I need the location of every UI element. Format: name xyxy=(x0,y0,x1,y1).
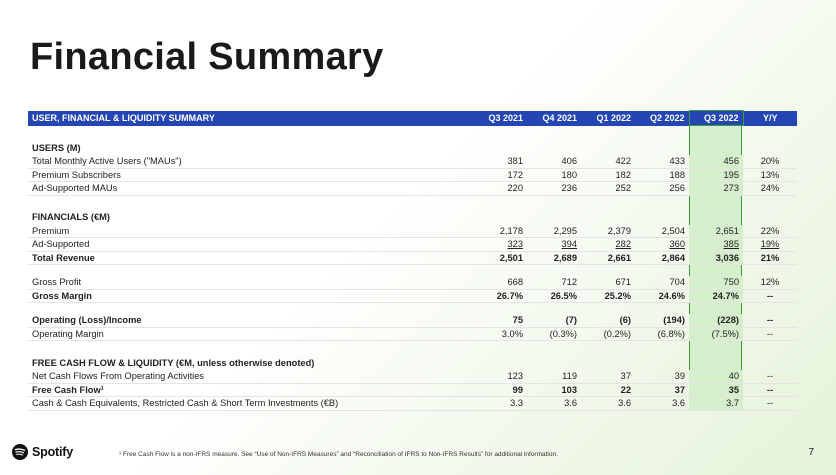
cell-highlight: (228) xyxy=(689,314,743,327)
footnote: ¹ Free Cash Flow is a non-IFRS measure. See “Use of Non-IFRS Measures” and “Reconciliation of IFRS to Non-IFRS Results” for additional information. xyxy=(119,451,558,458)
table-row xyxy=(28,314,797,327)
header-yy: Y/Y xyxy=(743,111,797,126)
row-label: Premium xyxy=(28,225,473,238)
row-label: Operating Margin xyxy=(28,327,473,341)
cell: 2,661 xyxy=(581,251,635,265)
header-q3-2021: Q3 2021 xyxy=(473,111,527,126)
cell: 671 xyxy=(581,276,635,289)
cell-yy: -- xyxy=(743,289,797,303)
cell: 3.3 xyxy=(473,397,527,411)
cell: 2,501 xyxy=(473,251,527,265)
cell: 256 xyxy=(635,182,689,196)
table-row xyxy=(28,327,797,341)
cell: 75 xyxy=(473,314,527,327)
row-label: Net Cash Flows From Operating Activities xyxy=(28,370,473,383)
financial-summary-table-wrapper xyxy=(28,110,796,411)
cell: 37 xyxy=(635,383,689,397)
table-row xyxy=(28,370,797,383)
cell: 2,295 xyxy=(527,225,581,238)
cell: 236 xyxy=(527,182,581,196)
row-label: Total Monthly Active Users ("MAUs") xyxy=(28,155,473,168)
cell-highlight: 273 xyxy=(689,182,743,196)
row-label: Operating (Loss)/Income xyxy=(28,314,473,327)
section-title-row xyxy=(28,352,797,370)
cell: 39 xyxy=(635,370,689,383)
row-label: Premium Subscribers xyxy=(28,168,473,182)
cell: (194) xyxy=(635,314,689,327)
cell: 2,689 xyxy=(527,251,581,265)
spotify-logo xyxy=(12,444,73,460)
table-row xyxy=(28,168,797,182)
cell: 433 xyxy=(635,155,689,168)
cell: 712 xyxy=(527,276,581,289)
cell-highlight: 385 xyxy=(689,238,743,252)
cell-yy: -- xyxy=(743,370,797,383)
cell-yy: -- xyxy=(743,383,797,397)
cell-yy: 22% xyxy=(743,225,797,238)
cell-highlight: (7.5%) xyxy=(689,327,743,341)
section-title-row xyxy=(28,137,797,155)
cell: 22 xyxy=(581,383,635,397)
cell: 103 xyxy=(527,383,581,397)
table-header-row xyxy=(28,111,797,126)
section-title-row xyxy=(28,207,797,225)
cell-yy: -- xyxy=(743,397,797,411)
cell: 25.2% xyxy=(581,289,635,303)
table-row xyxy=(28,238,797,252)
cell: 360 xyxy=(635,238,689,252)
cell: 172 xyxy=(473,168,527,182)
cell: 26.5% xyxy=(527,289,581,303)
row-label: Gross Profit xyxy=(28,276,473,289)
row-label: Free Cash Flow¹ xyxy=(28,383,473,397)
table-row xyxy=(28,276,797,289)
cell-highlight: 750 xyxy=(689,276,743,289)
cell: 282 xyxy=(581,238,635,252)
table-row xyxy=(28,397,797,411)
cell: 123 xyxy=(473,370,527,383)
row-label: Cash & Cash Equivalents, Restricted Cash & Short Term Investments (€B) xyxy=(28,397,473,411)
cell-highlight: 2,651 xyxy=(689,225,743,238)
cell: 704 xyxy=(635,276,689,289)
cell: 220 xyxy=(473,182,527,196)
header-q1-2022: Q1 2022 xyxy=(581,111,635,126)
cell: 3.0% xyxy=(473,327,527,341)
cell: 3.6 xyxy=(635,397,689,411)
cell: 2,178 xyxy=(473,225,527,238)
section-title: FINANCIALS (€M) xyxy=(32,212,110,222)
table-row xyxy=(28,225,797,238)
cell: (6) xyxy=(581,314,635,327)
cell-highlight: 24.7% xyxy=(689,289,743,303)
cell: 2,864 xyxy=(635,251,689,265)
table-row xyxy=(28,289,797,303)
spotify-icon xyxy=(12,444,28,460)
cell: 381 xyxy=(473,155,527,168)
cell: 668 xyxy=(473,276,527,289)
row-label: Gross Margin xyxy=(28,289,473,303)
table-row xyxy=(28,182,797,196)
header-q4-2021: Q4 2021 xyxy=(527,111,581,126)
section-title: FREE CASH FLOW & LIQUIDITY (€M, unless otherwise denoted) xyxy=(32,357,315,368)
header-q3-2022: Q3 2022 xyxy=(689,111,743,126)
cell-yy: 21% xyxy=(743,251,797,265)
row-label: Total Revenue xyxy=(28,251,473,265)
cell-highlight: 195 xyxy=(689,168,743,182)
header-label: USER, FINANCIAL & LIQUIDITY SUMMARY xyxy=(28,111,473,126)
cell: 24.6% xyxy=(635,289,689,303)
cell: 37 xyxy=(581,370,635,383)
row-label: Ad-Supported xyxy=(28,238,473,252)
brand-name: Spotify xyxy=(32,445,73,459)
cell-yy: 24% xyxy=(743,182,797,196)
cell-yy: 13% xyxy=(743,168,797,182)
cell: 3.6 xyxy=(581,397,635,411)
section-title: USERS (M) xyxy=(32,142,81,153)
table-row xyxy=(28,383,797,397)
cell-highlight: 3,036 xyxy=(689,251,743,265)
cell: 182 xyxy=(581,168,635,182)
cell-highlight: 456 xyxy=(689,155,743,168)
cell: 323 xyxy=(473,238,527,252)
table-row xyxy=(28,155,797,168)
cell: 2,504 xyxy=(635,225,689,238)
cell-highlight: 35 xyxy=(689,383,743,397)
cell: 406 xyxy=(527,155,581,168)
cell-yy: -- xyxy=(743,314,797,327)
cell-highlight: 3.7 xyxy=(689,397,743,411)
cell: 422 xyxy=(581,155,635,168)
cell: (7) xyxy=(527,314,581,327)
page-number: 7 xyxy=(808,447,814,458)
cell: 2,379 xyxy=(581,225,635,238)
cell: 119 xyxy=(527,370,581,383)
cell: 26.7% xyxy=(473,289,527,303)
cell: (6.8%) xyxy=(635,327,689,341)
cell: 188 xyxy=(635,168,689,182)
row-label: Ad-Supported MAUs xyxy=(28,182,473,196)
cell-yy: 19% xyxy=(743,238,797,252)
page-title: Financial Summary xyxy=(30,36,384,78)
cell-yy: 12% xyxy=(743,276,797,289)
cell: 394 xyxy=(527,238,581,252)
cell-highlight: 40 xyxy=(689,370,743,383)
table-row xyxy=(28,251,797,265)
cell: (0.3%) xyxy=(527,327,581,341)
header-q2-2022: Q2 2022 xyxy=(635,111,689,126)
cell-yy: 20% xyxy=(743,155,797,168)
cell: 3.6 xyxy=(527,397,581,411)
cell: 99 xyxy=(473,383,527,397)
cell: (0.2%) xyxy=(581,327,635,341)
cell-yy: -- xyxy=(743,327,797,341)
financial-summary-table xyxy=(28,110,797,411)
cell: 252 xyxy=(581,182,635,196)
cell: 180 xyxy=(527,168,581,182)
